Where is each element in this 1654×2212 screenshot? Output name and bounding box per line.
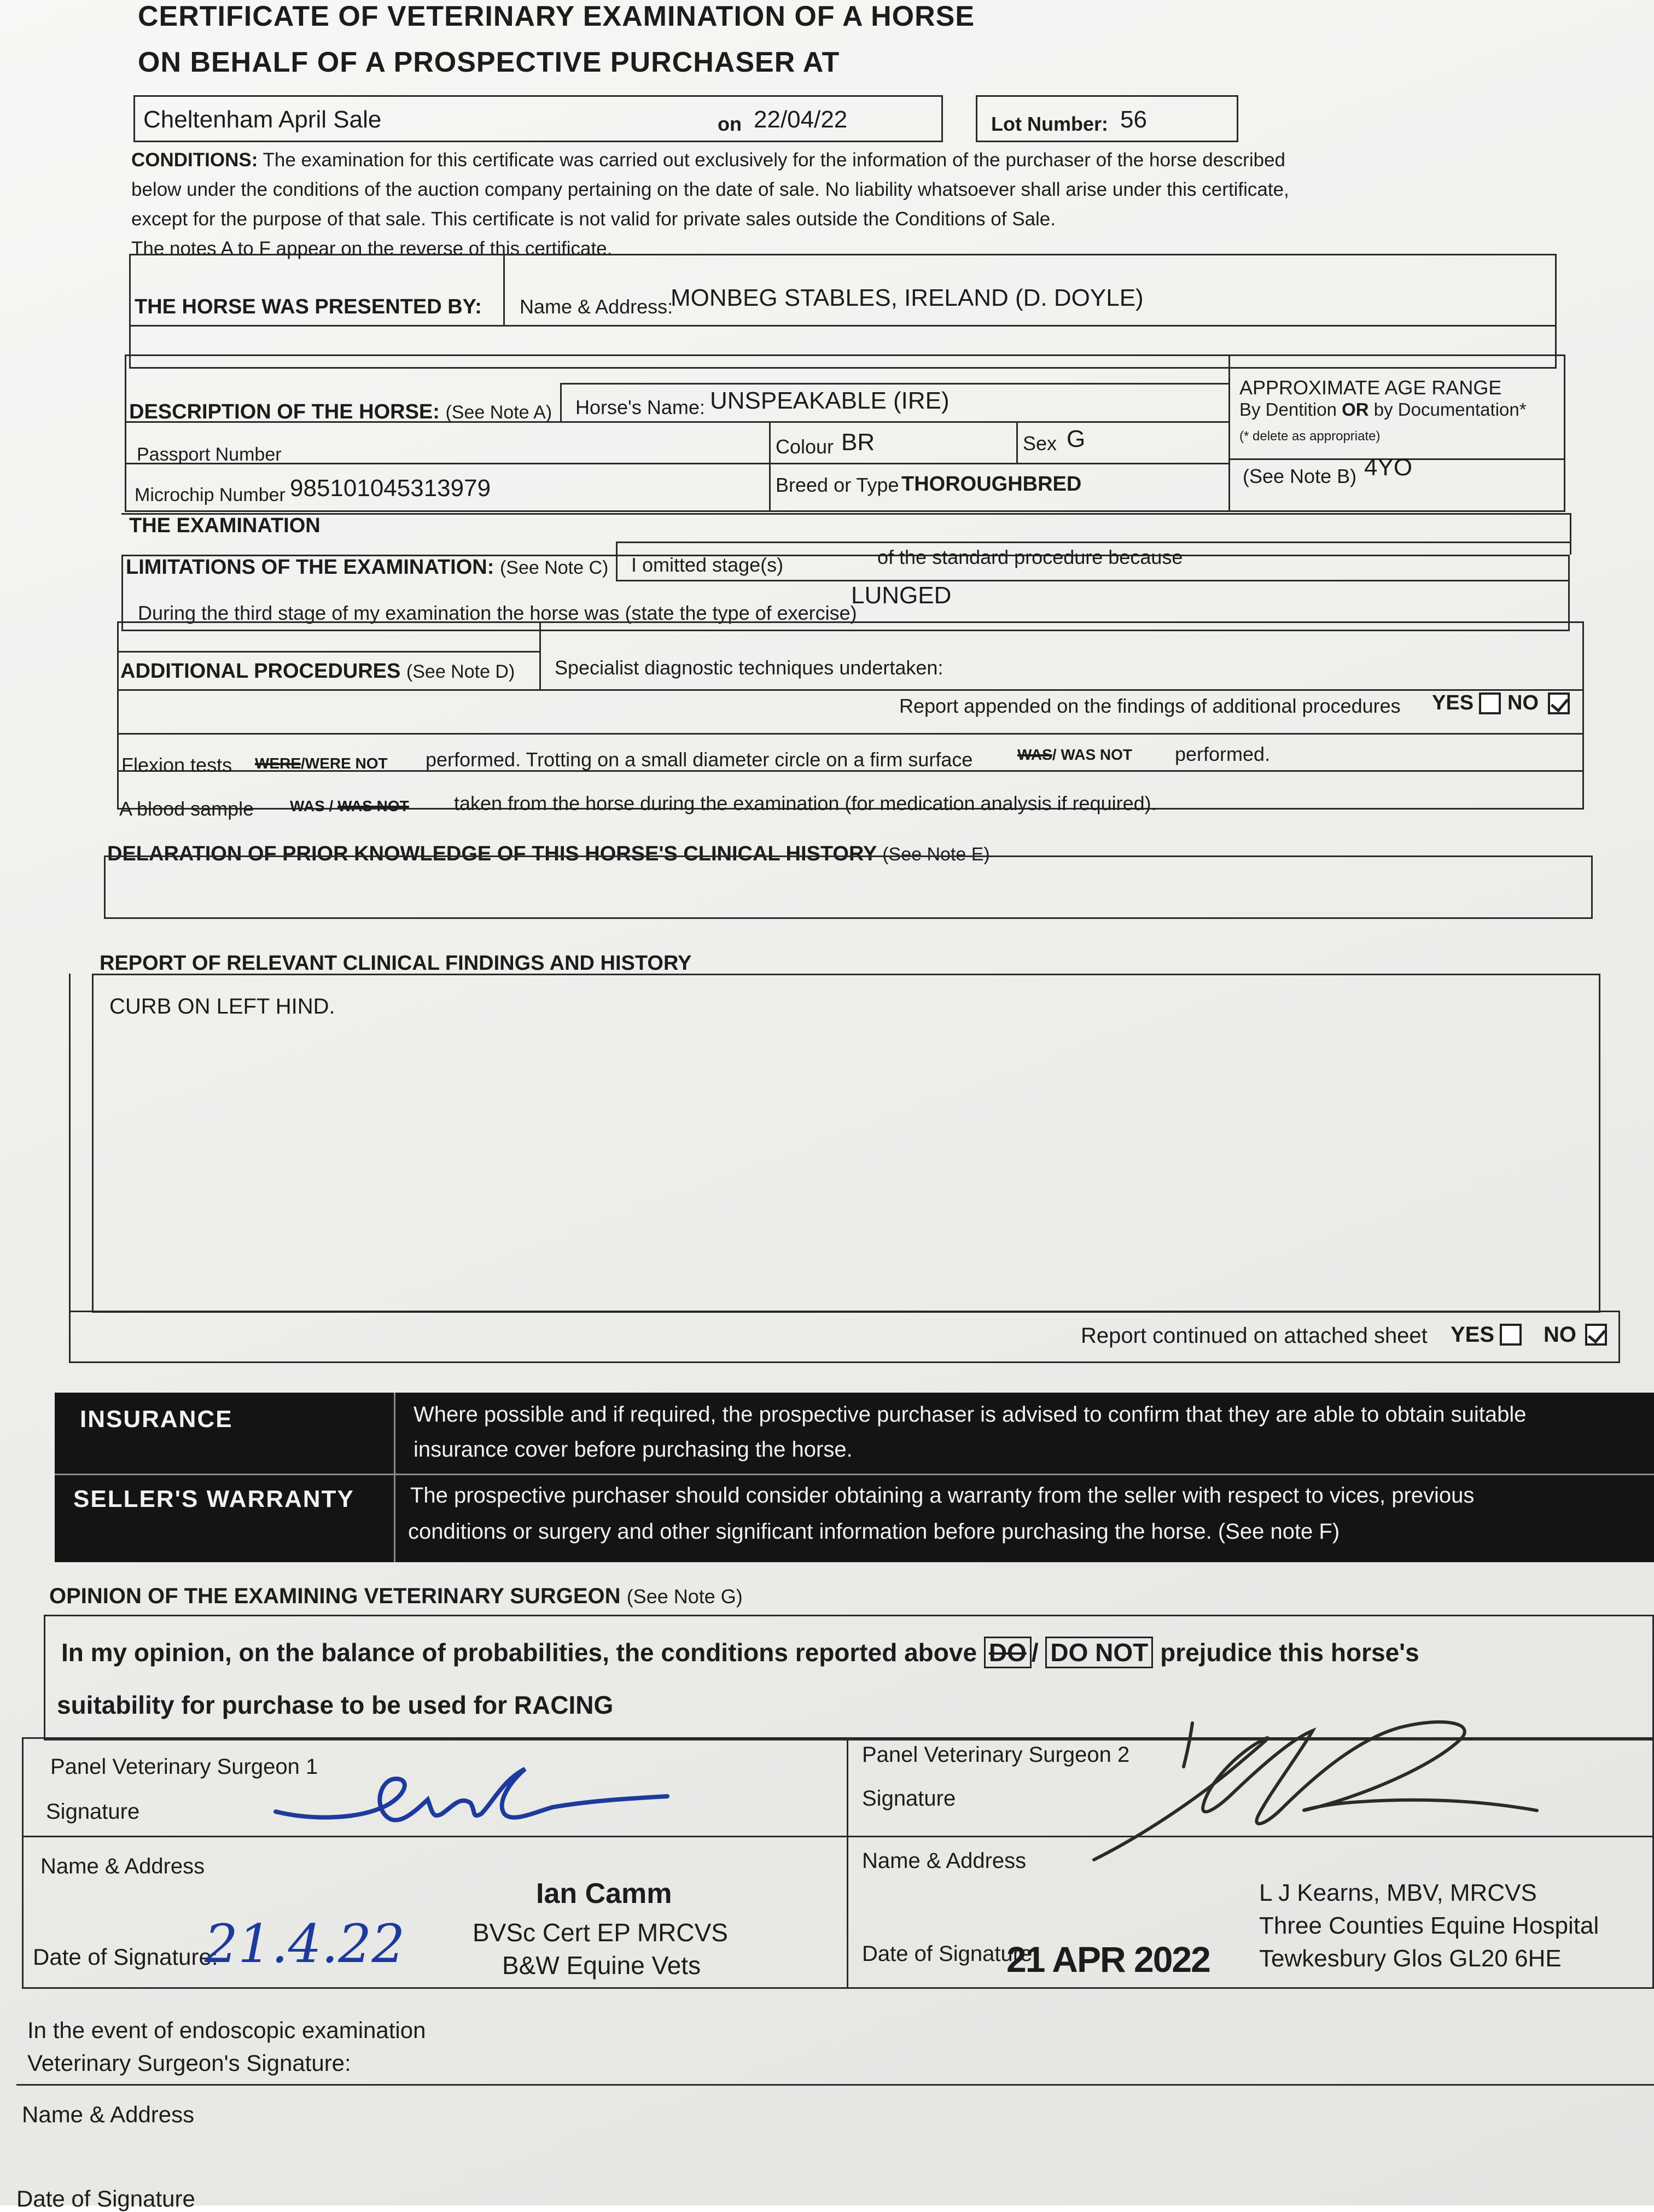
- sale-name: Cheltenham April Sale: [143, 106, 382, 133]
- third-stage-label: During the third stage of my examination the horse was (state the type of exercise): [138, 602, 857, 624]
- specialist-techniques-label: Specialist diagnostic techniques undertaken:: [555, 656, 944, 679]
- report-appended-yes-label: YES: [1432, 691, 1474, 714]
- flexion-tests-label: Flexion tests: [121, 754, 232, 776]
- breed-label: Breed or Type: [776, 474, 899, 496]
- conditions-line4: The notes A to F appear on the reverse of this certificate.: [131, 238, 613, 259]
- surgeon2-address-line2: Three Counties Equine Hospital: [1259, 1912, 1599, 1939]
- blood-was: WAS: [290, 798, 325, 814]
- warranty-label: SELLER'S WARRANTY: [73, 1486, 354, 1512]
- colour-label: Colour: [776, 435, 834, 458]
- surgeon2-signature-label: Signature: [862, 1786, 956, 1811]
- surgeon1-panel-label: Panel Veterinary Surgeon 1: [50, 1755, 318, 1779]
- opinion-text-b: prejudice this horse's: [1160, 1638, 1419, 1667]
- report-appended-label: Report appended on the findings of additional procedures: [899, 695, 1401, 717]
- report-continued-no-checkbox[interactable]: [1585, 1324, 1607, 1346]
- trot-was-struck: WAS: [1017, 746, 1052, 763]
- microchip-value: 985101045313979: [290, 475, 491, 502]
- surgeon1-signature-label: Signature: [46, 1800, 140, 1824]
- surgeon2-signature: [1083, 1701, 1575, 1865]
- conditions-text1: The examination for this certificate was carried out exclusively for the information of the purchaser of the horse described: [263, 149, 1286, 171]
- insurance-text-line2: insurance cover before purchasing the horse.: [414, 1437, 853, 1462]
- age-note-label: (See Note B): [1243, 465, 1357, 487]
- blood-was-not-struck: WAS NOT: [337, 798, 409, 814]
- colour-value: BR: [841, 429, 875, 456]
- blood-slash: /: [324, 798, 338, 814]
- opinion-line2: suitability for purchase to be used for RACING: [57, 1691, 614, 1719]
- opinion-heading: OPINION OF THE EXAMINING VETERINARY SURGEON: [49, 1584, 621, 1608]
- opinion-do-struck: DO: [984, 1637, 1032, 1668]
- age-by-dentition: By Dentition: [1239, 399, 1342, 420]
- conditions-line1: [131, 145, 1285, 175]
- report-continued-label: Report continued on attached sheet: [1081, 1324, 1428, 1348]
- clinical-findings-box: [92, 974, 1600, 1313]
- lot-number-value: 56: [1120, 106, 1147, 133]
- surgeon2-date-stamp: 21 APR 2022: [1006, 1939, 1210, 1980]
- trot-was-not: WAS NOT: [1061, 746, 1133, 763]
- conditions-line3: except for the purpose of that sale. This certificate is not valid for private sales outside the Conditions of Sale.: [131, 208, 1056, 230]
- report-continued-yes-checkbox[interactable]: [1500, 1324, 1522, 1346]
- insurance-text-line1: Where possible and if required, the prospective purchaser is advised to confirm that they are able to obtain suitable: [414, 1402, 1527, 1427]
- trot-options: [1017, 746, 1132, 764]
- warranty-text-line2: conditions or surgery and other significant information before purchasing the horse. (See note F): [408, 1520, 1340, 1544]
- limitations-label: [126, 556, 608, 579]
- trot-slash: /: [1052, 746, 1057, 763]
- horse-description-note: (See Note A): [445, 402, 552, 423]
- presented-by-label: THE HORSE WAS PRESENTED BY:: [135, 295, 482, 318]
- opinion-slash: /: [1031, 1638, 1039, 1667]
- blood-options: [290, 798, 409, 815]
- endoscopic-line2: Veterinary Surgeon's Signature:: [27, 2050, 351, 2076]
- conditions-heading: CONDITIONS:: [131, 149, 258, 171]
- trot-performed-text: performed.: [1175, 743, 1271, 765]
- surgeon1-date-value: 21.4.22: [205, 1913, 405, 1975]
- report-continued-no-label: NO: [1544, 1323, 1576, 1347]
- flexion-were-not: WERE NOT: [305, 755, 388, 772]
- surgeon2-name-label: Name & Address: [862, 1849, 1027, 1873]
- age-by-documentation: by Documentation*: [1368, 399, 1527, 420]
- surgeon1-name-label: Name & Address: [40, 1854, 205, 1878]
- flexion-slash: /: [301, 755, 305, 772]
- age-range-method: [1239, 399, 1527, 420]
- age-value: 4YO: [1364, 454, 1413, 481]
- endoscopic-name-label: Name & Address: [22, 2102, 195, 2127]
- horse-description-heading: DESCRIPTION OF THE HORSE:: [129, 400, 440, 423]
- additional-procedures-note: (See Note D): [406, 661, 515, 682]
- lot-number-label: Lot Number:: [991, 113, 1108, 135]
- passport-number-label: Passport Number: [137, 444, 282, 465]
- sex-value: G: [1067, 426, 1086, 452]
- flexion-options: [255, 755, 388, 772]
- age-range-title: APPROXIMATE AGE RANGE: [1239, 376, 1502, 399]
- presenter-name-label: Name & Address:: [520, 295, 673, 318]
- insurance-warranty-panel: [55, 1393, 1654, 1562]
- surgeon1-qualifications: BVSc Cert EP MRCVS: [473, 1918, 728, 1947]
- endoscopic-date-label: Date of Signature: [16, 2186, 195, 2211]
- microchip-label: Microchip Number: [135, 485, 286, 505]
- declaration-heading: DELARATION OF PRIOR KNOWLEDGE OF THIS HORSE'S CLINICAL HISTORY: [107, 842, 877, 865]
- opinion-line1: [61, 1638, 1419, 1667]
- report-appended-no-checkbox[interactable]: [1548, 692, 1570, 714]
- report-appended-yes-checkbox[interactable]: [1479, 692, 1501, 714]
- additional-procedures-label: [120, 660, 515, 683]
- limitations-heading: LIMITATIONS OF THE EXAMINATION:: [126, 556, 494, 579]
- insurance-label: INSURANCE: [80, 1406, 233, 1433]
- omitted-stages-label: I omitted stage(s): [631, 554, 784, 576]
- certificate-title-line2: ON BEHALF OF A PROSPECTIVE PURCHASER AT: [138, 46, 840, 78]
- surgeon2-date-label: Date of Signature: [862, 1942, 1033, 1966]
- horse-name-label: Horse's Name:: [575, 396, 705, 418]
- age-delete-note: (* delete as appropriate): [1239, 429, 1381, 444]
- clinical-finding-text: CURB ON LEFT HIND.: [109, 994, 335, 1018]
- sex-label: Sex: [1023, 432, 1057, 455]
- endoscopic-line1: In the event of endoscopic examination: [27, 2017, 426, 2043]
- age-or: OR: [1342, 399, 1369, 420]
- sale-date: 22/04/22: [754, 106, 848, 133]
- conditions-line2: below under the conditions of the auction company pertaining on the date of sale. No liability whatsoever shall arise under this certificate,: [131, 179, 1289, 200]
- opinion-text-a: In my opinion, on the balance of probabilities, the conditions reported above: [61, 1638, 977, 1667]
- report-appended-no-label: NO: [1507, 691, 1539, 714]
- horse-description-label: [129, 400, 552, 424]
- surgeon2-address-line3: Tewkesbury Glos GL20 6HE: [1259, 1945, 1562, 1972]
- flexion-were-struck: WERE: [255, 755, 301, 772]
- blood-sample-text: taken from the horse during the examination (for medication analysis if required).: [454, 792, 1157, 814]
- certificate-title-line1: CERTIFICATE OF VETERINARY EXAMINATION OF A HORSE: [138, 1, 975, 32]
- third-stage-value: LUNGED: [851, 582, 952, 609]
- declaration-note: (See Note E): [882, 844, 990, 865]
- limitations-note: (See Note C): [499, 557, 609, 578]
- surgeon2-address-line1: L J Kearns, MBV, MRCVS: [1259, 1879, 1537, 1906]
- presenter-name-value: MONBEG STABLES, IRELAND (D. DOYLE): [671, 284, 1144, 311]
- horse-name-value: UNSPEAKABLE (IRE): [710, 387, 950, 414]
- surgeon1-signature: [268, 1750, 684, 1832]
- opinion-label: [49, 1584, 743, 1609]
- warranty-text-line1: The prospective purchaser should consider obtaining a warranty from the seller with respect to vices, previous: [410, 1483, 1475, 1507]
- clinical-findings-label: REPORT OF RELEVANT CLINICAL FINDINGS AND HISTORY: [100, 952, 692, 975]
- blood-sample-label: A blood sample: [119, 798, 254, 820]
- declaration-box: [104, 855, 1593, 919]
- flexion-performed-text: performed. Trotting on a small diameter circle on a firm surface: [426, 748, 973, 771]
- report-continued-yes-label: YES: [1451, 1323, 1495, 1347]
- opinion-note: (See Note G): [626, 1585, 743, 1608]
- surgeon1-practice: B&W Equine Vets: [502, 1951, 701, 1980]
- surgeon2-panel-label: Panel Veterinary Surgeon 2: [862, 1743, 1130, 1767]
- surgeon1-date-label: Date of Signature:: [33, 1944, 218, 1970]
- standard-procedure-label: of the standard procedure because: [877, 546, 1183, 568]
- examination-heading: THE EXAMINATION: [129, 514, 321, 537]
- additional-procedures-heading: ADDITIONAL PROCEDURES: [120, 660, 401, 683]
- sale-on-label: on: [718, 113, 742, 135]
- surgeon1-name: Ian Camm: [536, 1878, 672, 1910]
- opinion-do-not: DO NOT: [1045, 1637, 1153, 1668]
- breed-value: THOROUGHBRED: [901, 473, 1082, 496]
